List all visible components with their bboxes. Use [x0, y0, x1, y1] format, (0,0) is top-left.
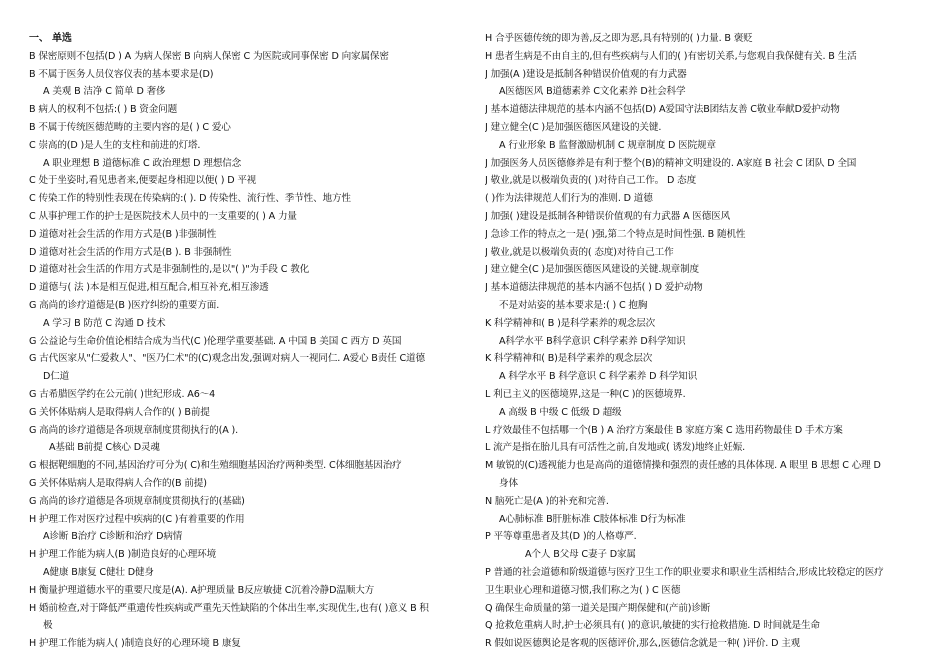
- question-line: 不是对站姿的基本要求是:( ) C 抱胸: [499, 299, 648, 311]
- question-line: A 职业理想 B 道德标准 C 政治理想 D 理想信念: [43, 157, 242, 169]
- question-line: J 敬业,就是以极端负责的( 态度)对待自己工作: [485, 246, 674, 258]
- question-line: L 流产是指在胎儿具有可活性之前,自发地或( 诱发)地终止妊娠.: [485, 442, 746, 454]
- question-line: J 急诊工作的特点之一是( )强,第二个特点是时间性强. B 随机性: [485, 228, 746, 240]
- question-line: B 保密原则不包括(D ) A 为病人保密 B 向病人保密 C 为医院或同事保密 D 向家属保密: [29, 50, 389, 62]
- question-line: H 合乎医德传统的即为善,反之即为恶,具有特别的( )力量. B 褒贬: [485, 33, 753, 44]
- question-line: G 古希腊医学约在公元前( )世纪形成. A6～4: [29, 388, 216, 400]
- section-heading: 一、 单选: [29, 33, 72, 44]
- question-line: 极: [43, 620, 53, 632]
- question-line: J 加强( )建设是抵制各种错误价值观的有力武器 A 医德医风: [485, 210, 731, 222]
- question-line: 身体: [499, 477, 518, 489]
- question-line: ( )作为法律规范人们行为的准则. D 道德: [485, 193, 653, 205]
- question-line: Q 抢救危重病人时,护士必须具有( )的意识,敏捷的实行抢救措施. D 时间就是生命: [485, 620, 820, 632]
- question-line: A 行业形象 B 监督激励机制 C 规章制度 D 医院规章: [499, 139, 716, 151]
- question-line: J 基本道德法律规范的基本内涵不包括( ) D 爱护动物: [485, 282, 703, 294]
- question-line: H 护理工作对医疗过程中疾病的(C )有着重要的作用: [29, 513, 245, 525]
- question-line: A基础 B前提 C核心 D灵魂: [49, 442, 160, 454]
- question-line: B 不属于医务人员仪容仪表的基本要求是(D): [29, 68, 214, 80]
- question-line: D 道德对社会生活的作用方式是(B )非强制性: [29, 228, 217, 240]
- question-line: P 平等尊重患者及其(D )的人格尊严.: [485, 531, 637, 543]
- question-line: D 道德对社会生活的作用方式是非强制性的,是以"( )"为手段 C 教化: [29, 264, 310, 276]
- question-line: D 道德与( 法 )本是相互促进,相互配合,相互补充,相互渗透: [29, 282, 269, 294]
- question-line: A个人 B父母 C妻子 D家属: [525, 549, 636, 561]
- question-line: G 高尚的诊疗道德是各项规章制度贯彻执行的(基础): [29, 495, 245, 507]
- question-line: A医德医风 B道德素养 C文化素养 D社会科学: [499, 86, 686, 98]
- question-line: B 不属于传统医德范畴的主要内容的是( ) C 爱心: [29, 121, 231, 133]
- question-line: K 科学精神和( B)是科学素养的观念层次: [485, 353, 653, 365]
- question-line: H 患者生病是不由自主的,但有些疾病与人们的( )有密切关系,与您观自我保健有关. B 生活: [485, 50, 857, 62]
- question-line: A 高级 B 中级 C 低级 D 超级: [499, 406, 622, 418]
- question-line: G 关怀体贴病人是取得病人合作的( ) B前提: [29, 406, 210, 418]
- question-line: A心肺标准 B肝脏标准 C肢体标准 D行为标准: [499, 513, 686, 525]
- question-line: H 衡量护理道德水平的重要尺度是(A). A护理质量 B反应敏捷 C沉着冷静D温顺大方: [29, 584, 375, 596]
- question-line: J 建立健全(C )是加强医德医风建设的关键.规章制度: [485, 264, 699, 276]
- question-line: A诊断 B治疗 C诊断和治疗 D病情: [43, 531, 183, 543]
- question-line: C 从事护理工作的护士是医院技术人员中的一支重要的( ) A 力量: [29, 210, 297, 222]
- question-line: A健康 B康复 C健壮 D健身: [43, 566, 154, 578]
- question-line: A 科学水平 B 科学意识 C 科学素养 D 科学知识: [499, 371, 698, 383]
- question-line: K 科学精神和( B )是科学素养的观念层次: [485, 317, 656, 329]
- question-line: C 处于坐姿时,看见患者来,便要起身相迎以便( ) D 平视: [29, 175, 257, 187]
- question-line: H 护理工作能为病人( )制造良好的心理环境 B 康复: [29, 638, 241, 650]
- question-line: G 根据靶细胞的不同,基因治疗可分为( C)和生殖细胞基因治疗两种类型. C体细胞基因治疗: [29, 460, 402, 472]
- question-line: P 普通的社会道德和阶级道德与医疗卫生工作的职业要求和职业生活相结合,形成比较稳定的医疗: [485, 566, 884, 578]
- question-line: N 脑死亡是(A )的补充和完善.: [485, 495, 609, 507]
- question-line: J 建立健全(C )是加强医德医风建设的关键.: [485, 121, 662, 133]
- question-line: C 崇高的(D )是人生的支柱和前进的灯塔.: [29, 139, 201, 151]
- question-line: D 道德对社会生活的作用方式是(B ). B 非强制性: [29, 246, 232, 258]
- question-line: H 婚前检查,对于降低严重遗传性疾病或严重先天性缺陷的个体出生率,实现优生,也有( )意义 B 积: [29, 602, 429, 614]
- question-line: D仁道: [43, 371, 70, 383]
- question-line: A 学习 B 防范 C 沟通 D 技术: [43, 317, 166, 329]
- question-line: A科学水平 B科学意识 C科学素养 D科学知识: [499, 335, 686, 347]
- question-line: R 假如说医德舆论是客观的医德评价,那么,医德信念就是一种( )评价. D 主观: [485, 638, 801, 650]
- question-line: G 高尚的诊疗道德是各项规章制度贯彻执行的(A ).: [29, 424, 239, 436]
- question-line: A 美观 B 洁净 C 简单 D 奢侈: [43, 86, 166, 98]
- question-line: G 公益论与生命价值论相结合成为当代(C )伦理学重要基础. A 中国 B 美国 C 西方 D 英国: [29, 335, 402, 347]
- question-line: H 护理工作能为病人(B )制造良好的心理环境: [29, 549, 217, 561]
- question-line: G 关怀体贴病人是取得病人合作的(B 前提): [29, 477, 207, 489]
- question-line: G 古代医家从"仁爱救人"、"医乃仁术"的(C)观念出发,强调对病人一视同仁. A爱心 B责任 C道德: [29, 353, 425, 365]
- left-column: [29, 30, 466, 653]
- question-line: J 基本道德法律规范的基本内涵不包括(D) A爱国守法B团结友善 C敬业奉献D爱护动物: [485, 104, 840, 116]
- right-column: [485, 30, 925, 653]
- question-line: J 加强医务人员医德修养是有利于整个(B)的精神文明建设的. A家庭 B 社会 C 团队 D 全国: [485, 157, 857, 169]
- question-line: C 传染工作的特别性表现在传染病的:( ). D 传染性、流行性、季节性、地方性: [29, 193, 351, 205]
- question-line: Q 确保生命质量的第一道关是围产期保健和(产前)诊断: [485, 602, 711, 614]
- question-line: L 利已主义的医德境界,这是一种(C )的医德境界.: [485, 388, 686, 400]
- question-line: L 疗效最佳不包括哪一个(B ) A 治疗方案最佳 B 家庭方案 C 选用药物最佳 D 手术方案: [485, 424, 843, 436]
- question-line: J 加强(A )建设是抵制各种错误价值观的有力武器: [485, 68, 687, 80]
- question-line: M 敏锐的(C)透视能力也是高尚的道德情操和强烈的责任感的具体体现. A 眼里 B 思想 C 心理 D: [485, 460, 881, 472]
- question-line: B 病人的权利不包括:( ) B 资金问题: [29, 104, 178, 116]
- question-line: J 敬业,就是以极端负责的( )对待自己工作。 D 态度: [485, 175, 697, 187]
- question-line: 卫生职业心理和道德习惯,我们称之为( ) C 医德: [485, 584, 681, 596]
- question-line: G 高尚的诊疗道德是(B )医疗纠纷的重要方面.: [29, 299, 220, 311]
